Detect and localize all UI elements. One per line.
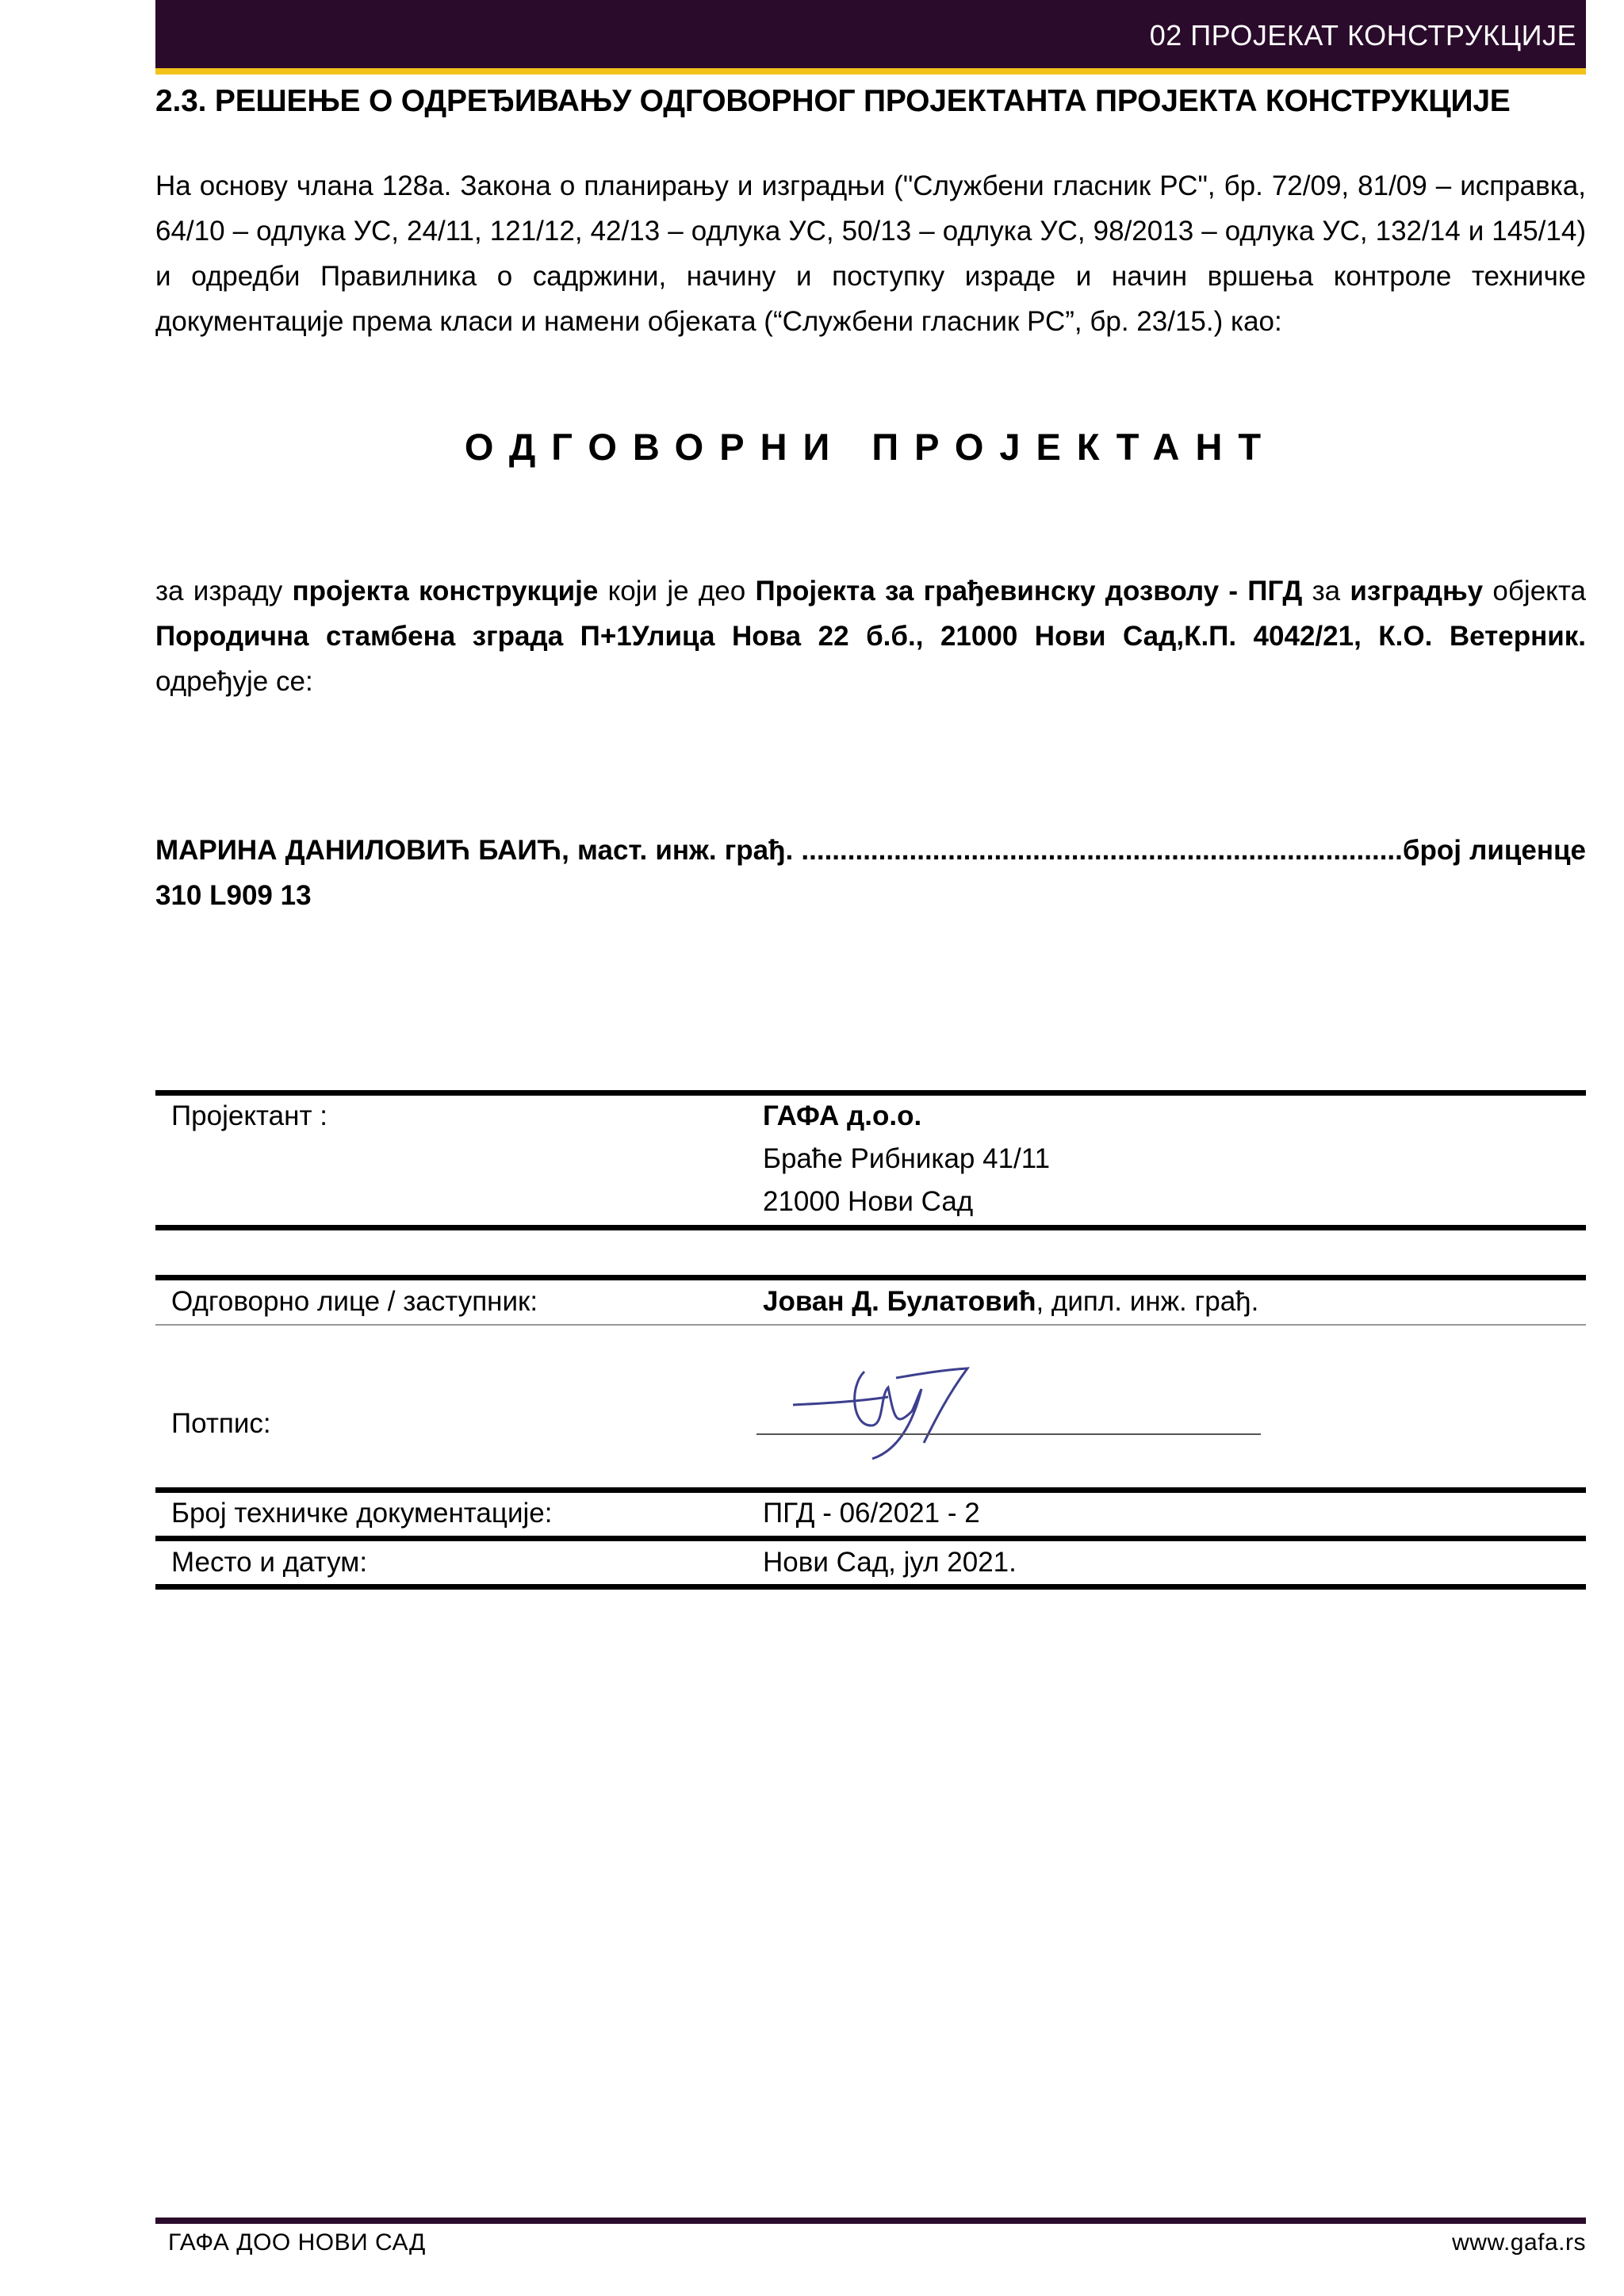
docnum-value: ПГД - 06/2021 - 2	[763, 1498, 980, 1529]
header-accent-line	[155, 68, 1586, 75]
purpose-text-3: за	[1302, 576, 1350, 607]
intro-paragraph: На основу члана 128а. Закона о планирању и изградњи ("Службени гласник РС", бр. 72/09, 81/09 – исправка, 64/10 – одлука УС, 24/11, 121/12, 42/13 – одлука УС, 50/13 – одлука УС, 98/2013 – одлука УС, 132/14 и 145/14) и одредби Правилника о садржини, начину и поступку израде и начин вршења контроле техничке документације према класи и намени објеката (“Службени гласник РС”, бр. 23/15.) као:	[155, 170, 1586, 337]
purpose-text-5: одређује се:	[155, 666, 313, 697]
table-rule-middle	[155, 1536, 1586, 1541]
purpose-bold-1: пројекта конструкције	[292, 576, 599, 607]
purpose-bold-3: изградњу	[1350, 576, 1484, 607]
footer-company: ГАФА ДОО НОВИ САД	[168, 2229, 426, 2256]
docnum-label: Број техничке документације:	[171, 1498, 553, 1529]
purpose-text-4: објекта	[1483, 576, 1586, 607]
table-rule-thin	[155, 1324, 1586, 1326]
purpose-text-1: за израду	[155, 576, 293, 607]
designer-person-line: МАРИНА ДАНИЛОВИЋ БАИЋ, маст. инж. грађ. ..............................................................................број лиценце 310 L909 13	[155, 835, 1586, 911]
place-date-label: Место и датум:	[171, 1547, 368, 1578]
purpose-text-2: који је део	[598, 576, 756, 607]
signature-label: Потпис:	[171, 1408, 271, 1439]
purpose-paragraph	[155, 568, 1586, 704]
designer-name: ГАФА д.о.о.	[763, 1100, 922, 1131]
table-rule-responsible-top	[155, 1275, 1586, 1280]
responsible-name: Јован Д. Булатовић	[763, 1286, 1036, 1317]
header-title: 02 ПРОЈЕКАТ КОНСТРУКЦИЈЕ	[1149, 19, 1576, 52]
table-rule-top	[155, 1090, 1586, 1096]
signature-image	[777, 1340, 1015, 1467]
designer-address: Браће Рибникар 41/11	[763, 1143, 1051, 1174]
footer-website[interactable]: www.gafa.rs	[1452, 2229, 1586, 2256]
responsible-value	[763, 1286, 1258, 1318]
designer-city: 21000 Нови Сад	[763, 1186, 974, 1217]
purpose-bold-4: Породична стамбена зграда П+1Улица Нова 22 б.б., 21000 Нови Сад,К.П. 4042/21, К.О. Ветерник.	[155, 621, 1586, 652]
responsible-title: , дипл. инж. грађ.	[1036, 1286, 1259, 1317]
purpose-bold-2: Пројекта за грађевинску дозволу - ПГД	[755, 576, 1303, 607]
table-rule-bottom	[155, 1584, 1586, 1590]
main-heading: ОДГОВОРНИ ПРОЈЕКТАНТ	[464, 426, 1277, 468]
table-rule-docnum-top	[155, 1487, 1586, 1493]
responsible-label: Одговорно лице / заступник:	[171, 1286, 538, 1317]
designer-label: Пројектант :	[171, 1100, 327, 1131]
signature-line	[756, 1433, 1261, 1435]
place-date-value: Нови Сад, јул 2021.	[763, 1547, 1017, 1578]
footer-bar	[155, 2218, 1586, 2224]
section-title: 2.3. РЕШЕЊЕ О ОДРЕЂИВАЊУ ОДГОВОРНОГ ПРОЈЕКТАНТА ПРОЈЕКТА КОНСТРУКЦИЈЕ	[155, 84, 1511, 118]
table-rule-designer-bottom	[155, 1225, 1586, 1230]
